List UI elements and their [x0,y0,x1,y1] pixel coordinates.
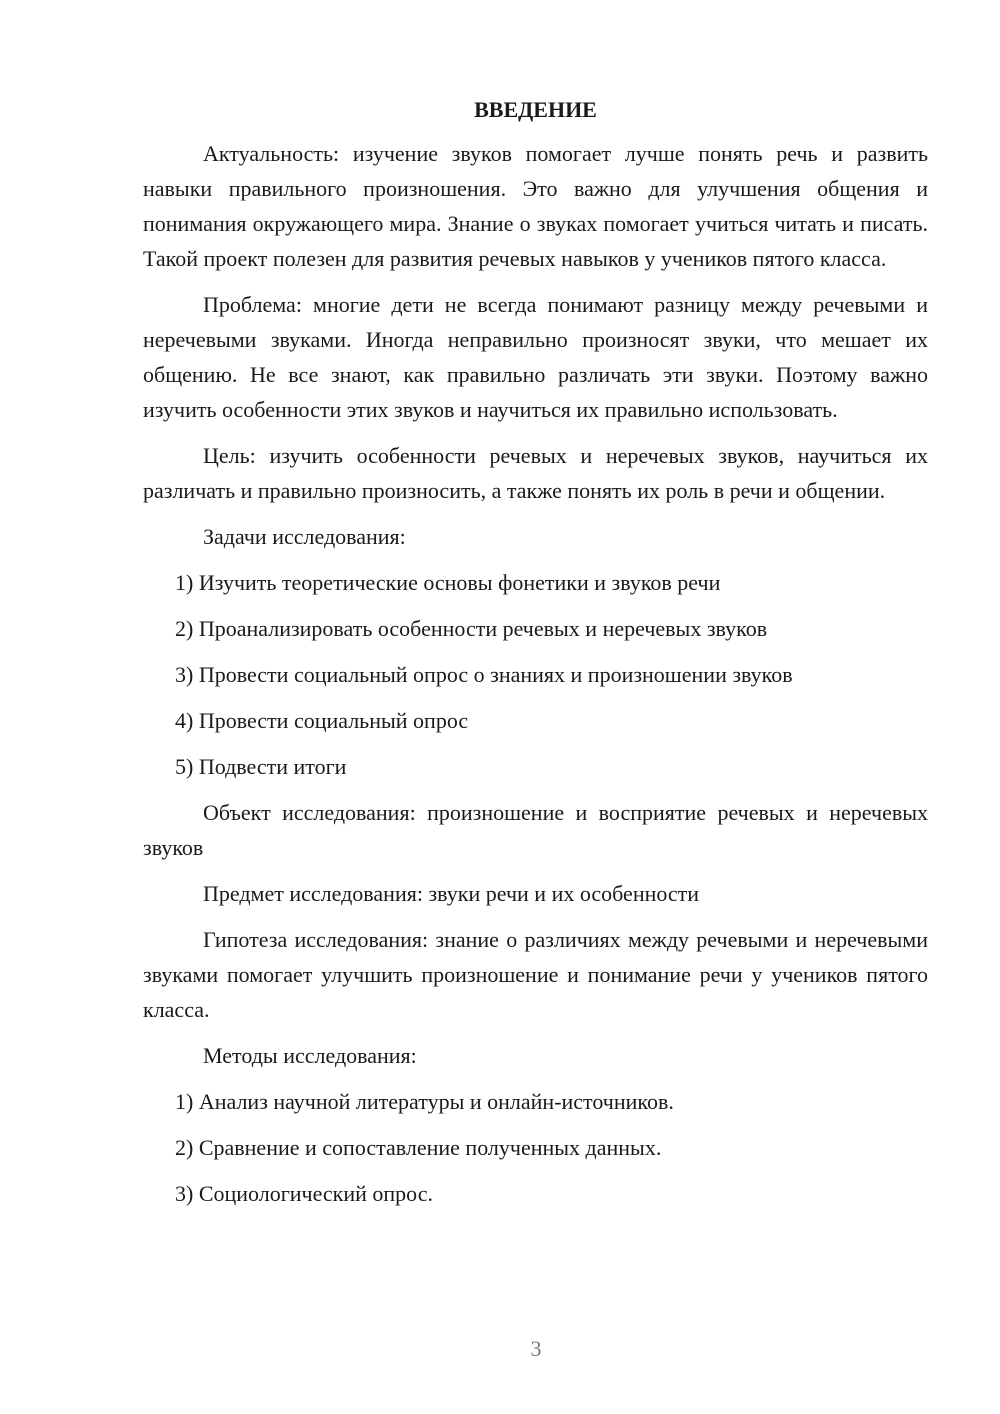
method-item: 2) Сравнение и сопоставление полученных данных. [175,1135,662,1160]
method-item: 3) Социологический опрос. [175,1181,433,1206]
task-item: 1) Изучить теоретические основы фонетики и звуков речи [175,570,721,595]
section-title: ВВЕДЕНИЕ [474,97,597,122]
subject-paragraph: Предмет исследования: звуки речи и их особенности [203,881,700,906]
goal-paragraph: Цель: изучить особенности речевых и неречевых звуков, научиться их различать и правильно произносить, а также понять их роль в речи и общении. [143,443,928,503]
task-item: 4) Провести социальный опрос [175,708,469,733]
task-item: 3) Провести социальный опрос о знаниях и произношении звуков [175,662,793,687]
methods-heading: Методы исследования: [203,1043,417,1068]
page-number: 3 [530,1336,542,1361]
hypothesis-paragraph: Гипотеза исследования: знание о различиях между речевыми и неречевыми звуками помогает улучшить произношение и понимание речи у учеников пятого класса. [143,927,928,1022]
task-item: 5) Подвести итоги [175,754,347,779]
tasks-list [143,565,928,784]
task-item: 2) Проанализировать особенности речевых и неречевых звуков [175,616,768,641]
page-content [143,94,928,1222]
relevance-paragraph: Актуальность: изучение звуков помогает лучше понять речь и развить навыки правильного произношения. Это важно для улучшения общения и понимания окружающего мира. Знание о звуках помогает учиться читать и писать. Такой проект полезен для развития речевых навыков у учеников пятого класса. [143,141,928,271]
object-paragraph: Объект исследования: произношение и восприятие речевых и неречевых звуков [143,800,928,860]
problem-paragraph: Проблема: многие дети не всегда понимают разницу между речевыми и неречевыми звуками. Иногда неправильно произносят звуки, что мешает их общению. Не все знают, как правильно различать эти звуки. Поэтому важно изучить особенности этих звуков и научиться их правильно использовать. [143,292,928,422]
methods-list [143,1084,928,1211]
method-item: 1) Анализ научной литературы и онлайн-источников. [175,1089,674,1114]
tasks-heading: Задачи исследования: [203,524,406,549]
